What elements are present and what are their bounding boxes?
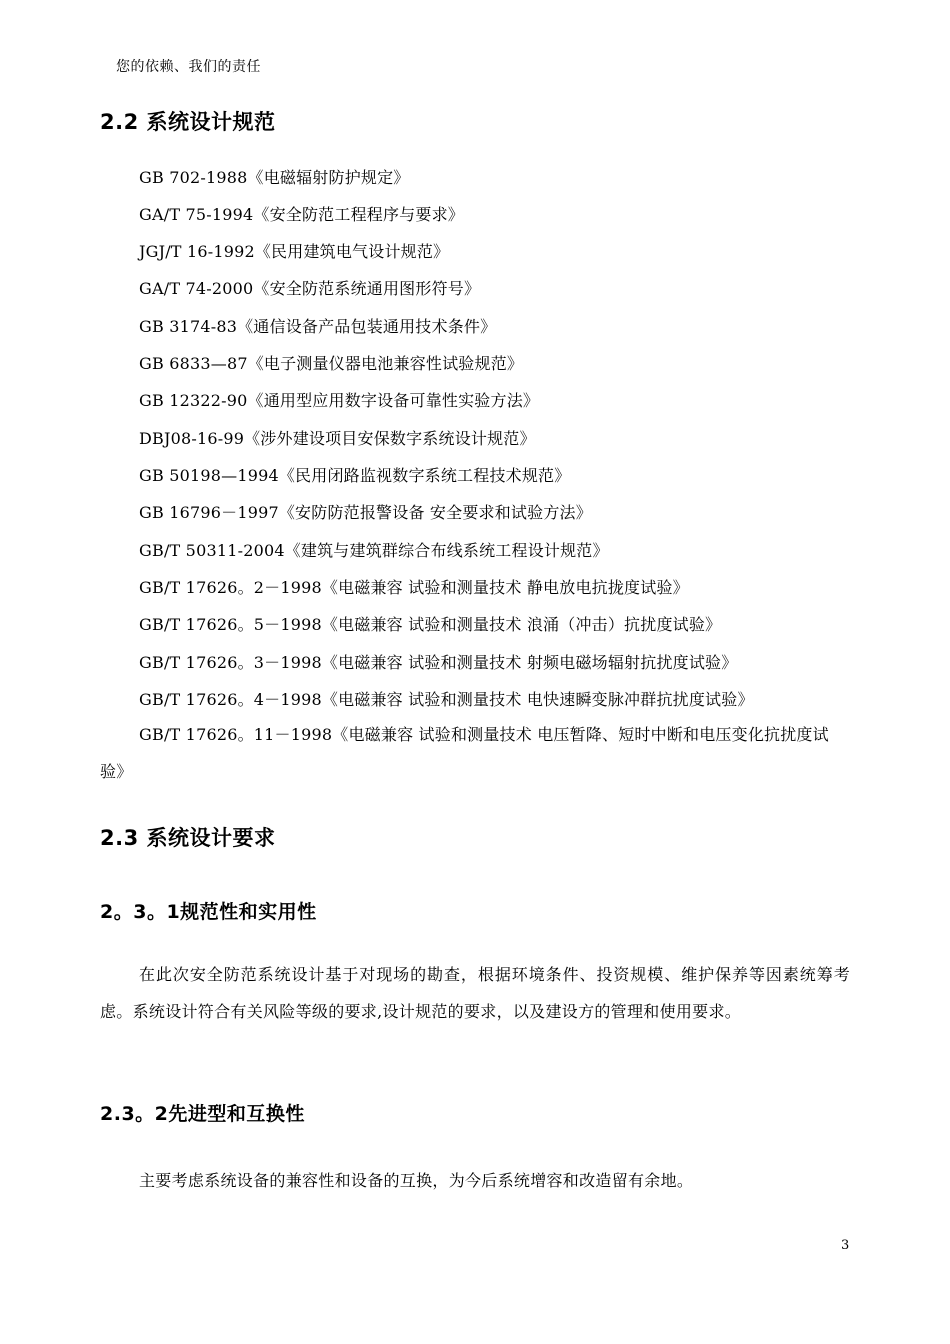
standard-item: DBJ08-16-99《涉外建设项目安保数字系统设计规范》 (139, 429, 536, 448)
paragraph-2-3-2: 主要考虑系统设备的兼容性和设备的互换，为今后系统增容和改造留有余地。 (139, 1171, 694, 1190)
page-header: 您的依赖、我们的责任 (116, 59, 261, 75)
standard-item: JGJ/T 16-1992《民用建筑电气设计规范》 (139, 242, 450, 261)
standard-item: GB/T 17626。3－1998《电磁兼容 试验和测量技术 射频电磁场辐射抗扰度试验》 (139, 653, 738, 672)
page-number: 3 (841, 1238, 850, 1253)
standard-item: GB 702-1988《电磁辐射防护规定》 (139, 168, 410, 187)
standard-item: GB/T 17626。4－1998《电磁兼容 试验和测量技术 电快速瞬变脉冲群抗扰度试验》 (139, 690, 754, 709)
standard-item-wrapped: GB/T 17626。11－1998《电磁兼容 试验和测量技术 电压暂降、短时中断和电压变化抗扰度试验》 (100, 725, 829, 781)
standard-item: GB/T 17626。5－1998《电磁兼容 试验和测量技术 浪涌（冲击）抗扰度试验》 (139, 615, 722, 634)
paragraph-2-3-1: 在此次安全防范系统设计基于对现场的勘查，根据环境条件、投资规模、维护保养等因素统筹考虑。系统设计符合有关风险等级的要求,设计规范的要求，以及建设方的管理和使用要求。 (100, 965, 850, 1021)
standard-item: GA/T 74-2000《安全防范系统通用图形符号》 (139, 279, 481, 298)
standard-item: GB 6833—87《电子测量仪器电池兼容性试验规范》 (139, 354, 524, 373)
standard-item: GB 16796－1997《安防防范报警设备 安全要求和试验方法》 (139, 503, 592, 522)
section-heading-2-3: 2.3 系统设计要求 (100, 826, 276, 850)
standard-item: GB 3174-83《通信设备产品包装通用技术条件》 (139, 317, 497, 336)
subsection-heading-2-3-2: 2.3。2先进型和互换性 (100, 1103, 305, 1125)
standard-item: GB/T 50311-2004《建筑与建筑群综合布线系统工程设计规范》 (139, 541, 609, 560)
standard-item: GB 12322-90《通用型应用数字设备可靠性实验方法》 (139, 391, 540, 410)
standard-item: GB 50198—1994《民用闭路监视数字系统工程技术规范》 (139, 466, 571, 485)
section-heading-2-2: 2.2 系统设计规范 (100, 110, 276, 134)
subsection-heading-2-3-1: 2。3。1规范性和实用性 (100, 901, 317, 923)
standard-item: GB/T 17626。2－1998《电磁兼容 试验和测量技术 静电放电抗拢度试验》 (139, 578, 689, 597)
standard-item: GA/T 75-1994《安全防范工程程序与要求》 (139, 205, 464, 224)
